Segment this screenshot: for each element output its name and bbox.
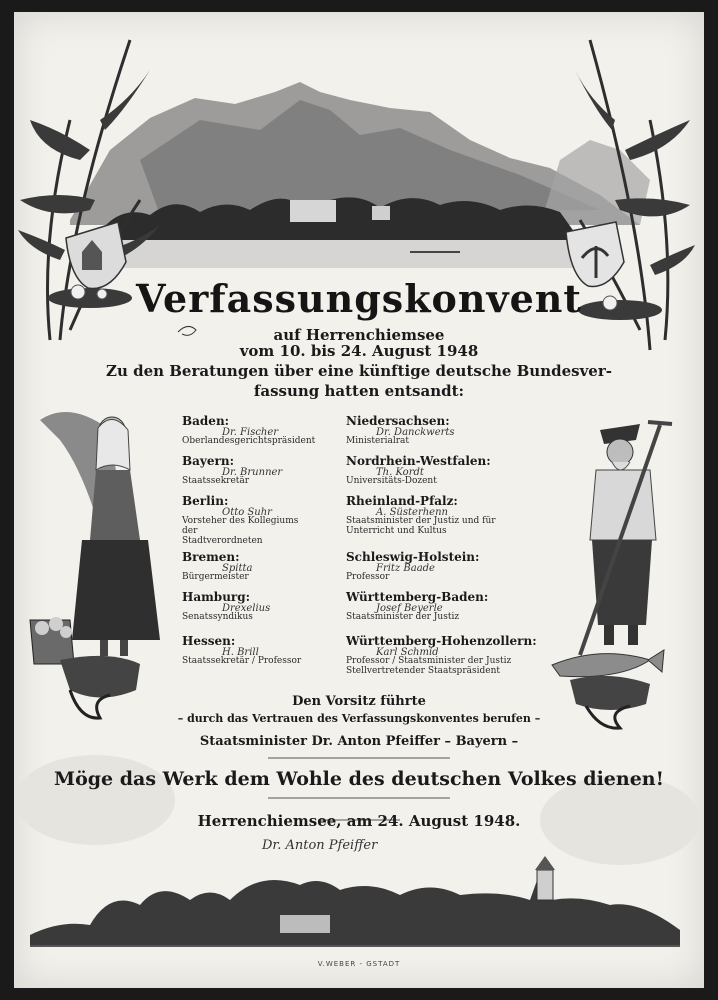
delegate-signature: Karl Schmid — [376, 647, 439, 658]
delegation-state: Berlin: — [182, 494, 229, 508]
artist-credit: V.WEBER - GSTADT — [317, 960, 401, 968]
delegation-entry — [182, 590, 314, 622]
delegate-signature: Drexelius — [222, 603, 271, 614]
chair-line-2: – durch das Vertrauen des Verfassungskonventes berufen – — [177, 712, 541, 725]
delegate-role: Senatssyndikus — [182, 612, 253, 622]
location-line: auf Herrenchiemsee — [273, 326, 445, 344]
delegate-signature: A. Süsterhenn — [376, 507, 448, 518]
place-date: Herrenchiemsee, am 24. August 1948. — [197, 812, 521, 830]
left-figure-peasant-woman — [30, 412, 160, 718]
delegate-role: Oberlandesgerichtspräsident — [182, 436, 316, 446]
delegation-entry — [346, 590, 538, 622]
church-tower — [537, 870, 553, 900]
right-figure-fisherman — [552, 422, 672, 728]
delegate-role: Staatsminister der Justiz und für — [346, 516, 496, 526]
chapel-building — [372, 206, 390, 220]
delegation-entry — [346, 454, 538, 486]
delegate-role: Vorsteher des Kollegiums der — [182, 516, 299, 536]
delegation-entry — [182, 494, 314, 546]
delegate-signature: Dr. Danckwerts — [376, 427, 455, 438]
delegate-signature: Josef Beyerle — [376, 603, 443, 614]
bottom-island-silhouette — [30, 872, 680, 945]
delegate-role: Staatssekretär — [182, 476, 250, 486]
delegation-state: Württemberg-Hohenzollern: — [346, 634, 537, 648]
delegate-signature: Th. Kordt — [376, 467, 424, 478]
delegate-role: Professor / Staatsminister der Justiz — [346, 656, 512, 666]
delegate-role: Staatsminister der Justiz — [346, 612, 460, 622]
delegate-role-cont: Stellvertretender Staatspräsident — [346, 666, 500, 676]
delegation-state: Schleswig-Holstein: — [346, 550, 480, 564]
delegation-state: Hessen: — [182, 634, 236, 648]
delegate-role: Staatssekretär / Professor — [182, 656, 302, 666]
date-line: vom 10. bis 24. August 1948 — [239, 342, 479, 360]
delegate-signature: H. Brill — [222, 647, 259, 658]
delegation-state: Nordrhein-Westfalen: — [346, 454, 491, 468]
delegation-entry — [346, 414, 538, 446]
delegate-signature: Fritz Baade — [376, 563, 435, 574]
delegation-entry — [182, 454, 314, 486]
castle-building — [290, 200, 336, 222]
delegate-role-cont: Stadtverordneten — [182, 536, 263, 546]
delegate-role: Universitäts-Dozent — [346, 476, 437, 486]
delegate-role: Ministerialrat — [346, 436, 410, 446]
delegate-role-cont: Unterricht und Kultus — [346, 526, 447, 536]
delegate-role: Professor — [346, 572, 390, 582]
chair-line-1: Den Vorsitz führte — [292, 694, 426, 709]
delegate-signature: Dr. Brunner — [222, 467, 283, 478]
church-tower-roof — [535, 856, 555, 870]
delegation-entry — [182, 550, 314, 582]
delegation-state: Bayern: — [182, 454, 235, 468]
delegate-signature: Dr. Fischer — [222, 427, 279, 438]
delegation-state: Rheinland-Pfalz: — [346, 494, 458, 508]
delegation-state: Niedersachsen: — [346, 414, 450, 428]
motto: Möge das Werk dem Wohle des deutschen Volkes dienen! — [54, 768, 664, 790]
intro-line-1: Zu den Beratungen über eine künftige deutsche Bundesver- — [106, 362, 612, 380]
delegation-entry — [346, 550, 538, 582]
delegation-entry — [182, 414, 314, 446]
delegate-signature: Spitta — [222, 563, 253, 574]
lake-surface — [95, 240, 585, 268]
delegation-entry — [346, 494, 538, 536]
delegation-state: Bremen: — [182, 550, 240, 564]
intro-line-2: fassung hatten entsandt: — [253, 382, 465, 400]
delegation-state: Württemberg-Baden: — [346, 590, 489, 604]
delegate-signature: Otto Suhr — [222, 507, 272, 518]
delegation-entry — [346, 634, 538, 676]
chair-signature: Dr. Anton Pfeiffer — [262, 838, 378, 853]
delegation-state: Baden: — [182, 414, 230, 428]
document-title: Verfassungskonvent — [136, 276, 582, 321]
delegate-role: Bürgermeister — [182, 572, 249, 582]
chair-line-3: Staatsminister Dr. Anton Pfeiffer – Bayern – — [199, 734, 519, 749]
delegation-state: Hamburg: — [182, 590, 251, 604]
island-building — [280, 915, 330, 933]
delegation-entry — [182, 634, 314, 666]
